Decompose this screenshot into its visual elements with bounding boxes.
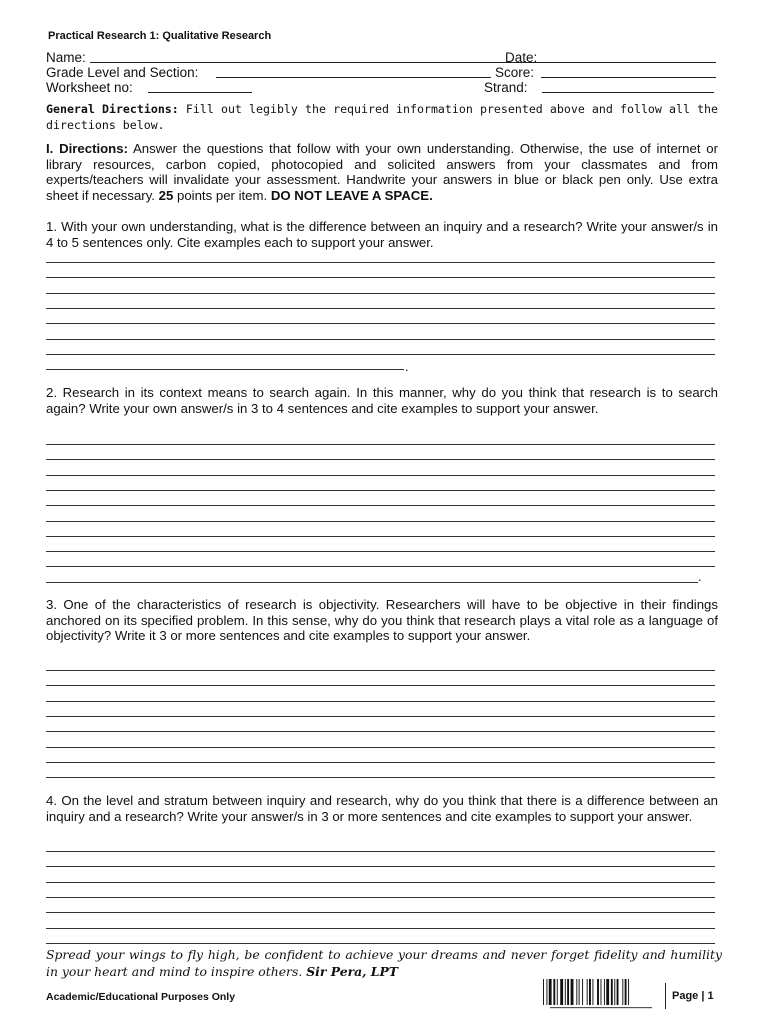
answer-line[interactable] <box>46 685 715 686</box>
answer-line[interactable] <box>46 308 715 309</box>
answer-line[interactable] <box>46 777 715 778</box>
strand-field[interactable] <box>542 80 714 93</box>
answer-line[interactable] <box>46 866 715 867</box>
general-directions-text: Fill out legibly the required information presented above and follow all the directions below. <box>46 102 719 132</box>
barcode-bar <box>628 979 629 1005</box>
barcode-bar <box>557 979 558 1005</box>
score-label: Score: <box>495 65 535 80</box>
answer-line[interactable] <box>46 762 715 763</box>
answer-line[interactable] <box>46 701 715 702</box>
answer-line[interactable] <box>46 670 715 671</box>
answer-line[interactable] <box>46 536 715 537</box>
answer-line[interactable] <box>46 339 715 340</box>
field-row-name-date <box>46 50 718 65</box>
answer-line[interactable] <box>46 551 715 552</box>
barcode-bar <box>617 979 619 1005</box>
answer-line[interactable] <box>46 882 715 883</box>
page-number-box <box>665 983 728 1009</box>
barcode-bar <box>549 979 552 1005</box>
field-row-worksheet-strand <box>46 80 718 95</box>
barcode-bar <box>587 979 588 1005</box>
answer-line[interactable] <box>46 566 715 567</box>
directions-warning: DO NOT LEAVE A SPACE. <box>270 187 433 203</box>
answer-line[interactable] <box>46 897 715 898</box>
answer-line[interactable] <box>46 262 715 263</box>
barcode-bar <box>543 979 544 1005</box>
document-title: Practical Research 1: Qualitative Research <box>48 30 272 42</box>
date-field[interactable] <box>541 50 716 63</box>
directions-label: I. Directions: <box>46 141 128 156</box>
question-1: 1. With your own understanding, what is the difference between an inquiry and a research? Write your answer/s in 4 to 5 sentences only. Cite examples each to support your answer. <box>46 219 718 250</box>
directions-points: 25 <box>158 187 174 203</box>
barcode-bar <box>597 979 599 1005</box>
barcode-bar <box>553 979 555 1005</box>
answer-line[interactable] <box>46 505 715 506</box>
answer-end-dot-1: . <box>405 359 409 374</box>
barcode-bar <box>565 979 566 1005</box>
answer-line[interactable] <box>46 912 715 913</box>
question-3: 3. One of the characteristics of research is objectivity. Researchers will have to be objective in their findings anchored on its specified problem. In this sense, why do you think that research plays a vital role as a language of objectivity? Write it 3 or more sentences and cite examples to support your answer. <box>46 597 718 644</box>
question-4: 4. On the level and stratum between inquiry and research, why do you think that there is a difference between an inquiry and a research? Write your answer/s in 3 or more sentences and cite examples to support your answer. <box>46 793 718 824</box>
score-field[interactable] <box>541 65 716 78</box>
name-label: Name: <box>46 50 86 65</box>
answer-end-dot-2: . <box>698 569 702 584</box>
general-directions-label: General Directions: <box>46 102 179 116</box>
barcode-bar <box>606 979 609 1005</box>
directions-text: Answer the questions that follow with your own understanding. Otherwise, the use of internet or library resources, carbon copied, photocopied and solicited answers from your classmates and from experts/teachers will invalidate your assessment. Handwrite your answers in blue or black pen only. Use extra sheet if necessary. <box>46 141 719 203</box>
strand-label: Strand: <box>484 80 528 95</box>
quote-text: Spread your wings to fly high, be confident to achieve your dreams and never forget fidelity and humility in your heart and mind to inspire others. <box>46 947 722 979</box>
answer-line[interactable] <box>46 943 715 944</box>
motivational-quote <box>46 946 722 980</box>
quote-author: Sir Pera, LPT <box>306 964 399 979</box>
answer-line[interactable] <box>46 582 698 583</box>
grade-section-label: Grade Level and Section: <box>46 65 199 80</box>
answer-line[interactable] <box>46 369 404 370</box>
answer-line[interactable] <box>46 444 715 445</box>
general-directions <box>46 101 718 133</box>
barcode-bar <box>601 979 602 1005</box>
answer-line[interactable] <box>46 521 715 522</box>
barcode-bar <box>611 979 613 1005</box>
worksheet-field[interactable] <box>148 80 252 93</box>
answer-line[interactable] <box>46 323 715 324</box>
answer-line[interactable] <box>46 490 715 491</box>
worksheet-label: Worksheet no: <box>46 80 133 95</box>
barcode-bar <box>592 979 593 1005</box>
directions-points-text: points per item. <box>177 187 268 203</box>
barcode-bar <box>625 979 627 1005</box>
barcode-image <box>540 978 662 1012</box>
directions-paragraph <box>46 141 718 203</box>
answer-line[interactable] <box>46 716 715 717</box>
answer-line[interactable] <box>46 851 715 852</box>
barcode-bar <box>589 979 591 1005</box>
barcode-bar <box>576 979 577 1005</box>
answer-line[interactable] <box>46 459 715 460</box>
answer-line[interactable] <box>46 277 715 278</box>
name-field[interactable] <box>90 50 546 63</box>
barcode-bar <box>579 979 580 1005</box>
barcode-bar <box>582 979 583 1005</box>
answer-line[interactable] <box>46 293 715 294</box>
answer-line[interactable] <box>46 475 715 476</box>
field-row-grade-score <box>46 65 718 80</box>
answer-line[interactable] <box>46 354 715 355</box>
page-number: Page | 1 <box>672 990 714 1002</box>
barcode-bar <box>622 979 623 1005</box>
answer-line[interactable] <box>46 747 715 748</box>
barcode-bar <box>614 979 615 1005</box>
barcode-bar <box>567 979 569 1005</box>
grade-section-field[interactable] <box>216 65 491 78</box>
barcode-bar <box>560 979 563 1005</box>
barcode-bar <box>571 979 574 1005</box>
answer-line[interactable] <box>46 731 715 732</box>
question-2: 2. Research in its context means to search again. In this manner, why do you think that research is to search again? Write your own answer/s in 3 to 4 sentences and cite examples to support your answer. <box>46 385 718 416</box>
date-label: Date: <box>505 50 538 65</box>
barcode-bar <box>604 979 605 1005</box>
answer-line[interactable] <box>46 928 715 929</box>
barcode-bar <box>546 979 547 1005</box>
footer-notice: Academic/Educational Purposes Only <box>46 991 236 1003</box>
